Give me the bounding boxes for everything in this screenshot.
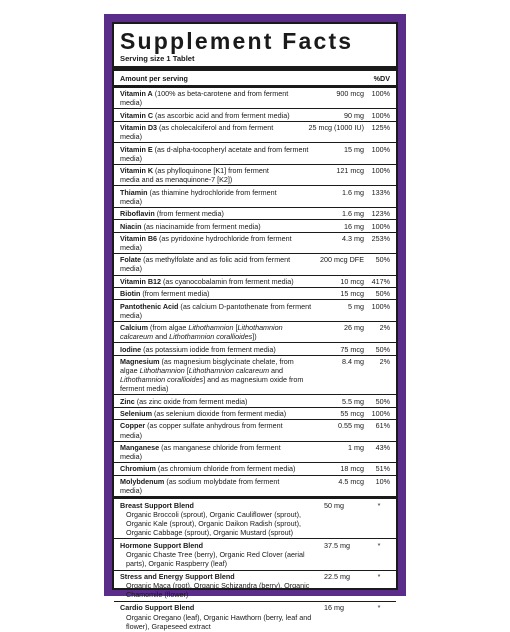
nutrient-row bbox=[114, 233, 396, 254]
nutrient-amount: 0.55 mg bbox=[338, 421, 364, 431]
nutrient-detail: (as copper sulfate anhydrous from ferment media) bbox=[120, 421, 283, 440]
nutrient-detail: (from algae bbox=[147, 323, 189, 333]
nutrient-detail: (from ferment media) bbox=[140, 289, 210, 299]
nutrient-amount: 26 mg bbox=[344, 323, 364, 333]
nutrient-dv: 43% bbox=[375, 442, 390, 452]
nutrient-row bbox=[114, 476, 396, 496]
nutrient-row bbox=[114, 463, 396, 475]
nutrient-detail: and bbox=[153, 332, 170, 342]
nutrient-detail: (as manganese chloride from ferment media) bbox=[120, 442, 281, 462]
nutrient-dv: 50% bbox=[375, 396, 390, 406]
blend-dv: * bbox=[377, 540, 381, 550]
blend-ingredients: Organic Oregano (leaf), Organic Hawthorn (berry, leaf and flower), Grapeseed extract bbox=[126, 612, 312, 631]
nutrient-detail: (as ascorbic acid and from ferment media) bbox=[153, 110, 290, 120]
nutrient-row bbox=[114, 288, 396, 300]
nutrient-row bbox=[114, 343, 396, 355]
nutrient-dv: 100% bbox=[371, 144, 390, 154]
nutrient-row bbox=[114, 322, 396, 343]
blend-row bbox=[114, 539, 396, 570]
nutrient-row bbox=[114, 208, 396, 220]
nutrient-detail-italic: Lithothamnion calcareum bbox=[188, 366, 270, 376]
nutrient-detail: (as niacinamide from ferment media) bbox=[141, 221, 261, 231]
nutrient-amount: 90 mg bbox=[344, 110, 364, 120]
nutrient-dv: 100% bbox=[371, 166, 390, 176]
nutrient-detail: (as d-alpha-tocopheryl acetate and from ferment media) bbox=[120, 144, 309, 163]
nutrient-name: Pantothenic Acid bbox=[120, 301, 179, 311]
nutrient-name: Vitamin D3 bbox=[120, 123, 158, 133]
nutrient-detail: (as phylloquinone [K1] from ferment media and as menaquinone-7 [K2]) bbox=[120, 166, 269, 185]
nutrient-dv: 100% bbox=[371, 89, 390, 99]
nutrient-detail: ] and as magnesium oxide from ferment media) bbox=[120, 375, 304, 394]
blend-row bbox=[114, 499, 396, 539]
nutrient-name: Vitamin B12 bbox=[120, 276, 162, 286]
blend-ingredients: Organic Broccoli (sprout), Organic Cauliflower (sprout), Organic Kale (sprout), Organic Daikon Radish (sprout), Organic Cabbage (sprout), Organic Mustard (sprout) bbox=[126, 509, 301, 537]
nutrient-dv: 123% bbox=[371, 209, 390, 219]
nutrient-amount: 25 mcg (1000 IU) bbox=[308, 123, 364, 133]
nutrient-name: Iodine bbox=[120, 344, 142, 354]
nutrient-detail: (as selenium dioxide from ferment media) bbox=[151, 409, 287, 419]
nutrient-dv: 100% bbox=[371, 301, 390, 311]
nutrient-detail: [ bbox=[233, 323, 238, 333]
nutrient-row bbox=[114, 254, 396, 275]
nutrient-name: Zinc bbox=[120, 396, 135, 406]
panel-title: Supplement Facts bbox=[120, 28, 354, 54]
nutrient-detail: and bbox=[269, 366, 284, 376]
nutrient-dv: 51% bbox=[375, 464, 390, 474]
nutrient-dv: 253% bbox=[371, 233, 390, 243]
nutrient-dv: 100% bbox=[371, 221, 390, 231]
nutrient-amount: 200 mcg DFE bbox=[320, 255, 364, 265]
nutrient-name: Vitamin A bbox=[120, 89, 153, 99]
nutrient-amount: 4.5 mcg bbox=[338, 476, 364, 486]
nutrient-detail: (as pyridoxine hydrochloride from ferment media) bbox=[120, 233, 292, 252]
blend-name: Stress and Energy Support Blend bbox=[120, 572, 235, 582]
nutrient-name: Copper bbox=[120, 421, 146, 431]
blend-ingredients: Organic Maca (root), Organic Schizandra (berry), Organic Chamomile (flower) bbox=[126, 581, 310, 600]
nutrient-amount: 1.6 mg bbox=[342, 209, 364, 219]
nutrient-row bbox=[114, 420, 396, 441]
nutrient-amount: 55 mcg bbox=[340, 409, 364, 419]
nutrient-row bbox=[114, 408, 396, 420]
nutrient-dv: 50% bbox=[375, 289, 390, 299]
nutrient-name: Thiamin bbox=[120, 187, 148, 197]
nutrient-row bbox=[114, 395, 396, 407]
nutrient-detail: [ bbox=[184, 366, 189, 376]
nutrient-name: Niacin bbox=[120, 221, 142, 231]
nutrient-amount: 16 mg bbox=[344, 221, 364, 231]
nutrient-detail-italic: Lithothamnion corallioides bbox=[120, 375, 204, 385]
nutrient-detail: (100% as beta-carotene and from ferment media) bbox=[120, 89, 289, 108]
nutrient-detail: (as sodium molybdate from ferment media) bbox=[120, 476, 280, 495]
nutrient-detail: (as cyanocobalamin from ferment media) bbox=[161, 276, 294, 286]
nutrient-name: Molybdenum bbox=[120, 476, 165, 486]
nutrient-row bbox=[114, 143, 396, 164]
nutrient-name: Vitamin B6 bbox=[120, 233, 158, 243]
nutrient-amount: 4.3 mg bbox=[342, 233, 364, 243]
nutrient-list bbox=[114, 88, 396, 496]
nutrient-row bbox=[114, 88, 396, 109]
nutrient-name: Vitamin C bbox=[120, 110, 154, 120]
nutrient-name: Selenium bbox=[120, 409, 152, 419]
nutrient-detail: (as chromium chloride from ferment media) bbox=[155, 464, 296, 474]
nutrient-amount: 10 mcg bbox=[340, 276, 364, 286]
nutrient-detail: (as calcium D-pantothenate from ferment media) bbox=[120, 301, 312, 320]
nutrient-amount: 5.5 mg bbox=[342, 396, 364, 406]
blend-amount: 16 mg bbox=[324, 603, 344, 613]
blend-dv: * bbox=[377, 500, 381, 510]
nutrient-dv: 50% bbox=[375, 344, 390, 354]
nutrient-name: Folate bbox=[120, 255, 142, 265]
nutrient-name: Manganese bbox=[120, 442, 160, 452]
nutrient-row bbox=[114, 186, 396, 207]
nutrient-dv: 133% bbox=[371, 187, 390, 197]
nutrient-row bbox=[114, 442, 396, 463]
nutrient-dv: 61% bbox=[375, 421, 390, 431]
nutrient-name: Vitamin E bbox=[120, 144, 153, 154]
nutrient-detail: (as magnesium bisglycinate chelate, from algae bbox=[120, 357, 294, 376]
blend-name: Breast Support Blend bbox=[120, 500, 194, 510]
supplement-facts-panel bbox=[112, 22, 398, 631]
nutrient-detail: (from ferment media) bbox=[154, 209, 224, 219]
nutrient-row bbox=[114, 276, 396, 288]
nutrient-amount: 15 mg bbox=[344, 144, 364, 154]
nutrient-detail: (as thiamine hydrochloride from ferment media) bbox=[120, 187, 277, 206]
nutrient-detail-italic: Lithothamnion bbox=[139, 366, 185, 376]
nutrient-amount: 18 mcg bbox=[340, 464, 364, 474]
blend-list bbox=[114, 499, 396, 632]
nutrient-amount: 5 mg bbox=[348, 301, 364, 311]
nutrient-dv: 100% bbox=[371, 409, 390, 419]
nutrient-detail: (as methylfolate and as folic acid from ferment media) bbox=[120, 255, 291, 274]
nutrient-dv: 50% bbox=[375, 255, 390, 265]
nutrient-detail-italic: Lithothamnion corallioides bbox=[169, 332, 253, 342]
nutrient-row bbox=[114, 356, 396, 396]
nutrient-name: Riboflavin bbox=[120, 209, 155, 219]
nutrient-amount: 75 mcg bbox=[340, 344, 364, 354]
nutrient-amount: 1.6 mg bbox=[342, 187, 364, 197]
serving-size: Serving size 1 Tablet bbox=[114, 54, 396, 71]
column-header bbox=[114, 71, 396, 88]
nutrient-detail-italic: Lithothamnion calcareum bbox=[120, 323, 283, 342]
nutrient-name: Biotin bbox=[120, 289, 141, 299]
blend-row bbox=[114, 571, 396, 602]
nutrient-row bbox=[114, 122, 396, 143]
nutrient-detail: ]) bbox=[252, 332, 257, 342]
nutrient-detail-italic: Lithothamnion bbox=[188, 323, 234, 333]
blend-dv: * bbox=[377, 572, 381, 582]
blend-name: Hormone Support Blend bbox=[120, 540, 204, 550]
nutrient-amount: 15 mcg bbox=[340, 289, 364, 299]
nutrient-dv: 10% bbox=[375, 476, 390, 486]
dv-header: %DV bbox=[373, 74, 390, 83]
nutrient-amount: 1 mg bbox=[348, 442, 364, 452]
nutrient-dv: 417% bbox=[371, 276, 390, 286]
blend-name: Cardio Support Blend bbox=[120, 603, 195, 613]
nutrient-amount: 900 mcg bbox=[336, 89, 364, 99]
blend-amount: 22.5 mg bbox=[324, 572, 350, 582]
nutrient-dv: 125% bbox=[371, 123, 390, 133]
nutrient-detail: (as cholecalciferol and from ferment media) bbox=[120, 123, 274, 142]
nutrient-name: Vitamin K bbox=[120, 166, 154, 176]
blend-amount: 37.5 mg bbox=[324, 540, 350, 550]
nutrient-dv: 2% bbox=[379, 357, 390, 366]
nutrient-name: Magnesium bbox=[120, 357, 160, 366]
nutrient-name: Chromium bbox=[120, 464, 156, 474]
nutrient-detail: (as zinc oxide from ferment media) bbox=[134, 396, 248, 406]
nutrient-row bbox=[114, 109, 396, 121]
nutrient-name: Calcium bbox=[120, 323, 148, 333]
nutrient-dv: 100% bbox=[371, 110, 390, 120]
nutrient-row bbox=[114, 300, 396, 321]
nutrient-detail: (as potassium iodide from ferment media) bbox=[141, 344, 276, 354]
blend-ingredients: Organic Chaste Tree (berry), Organic Red Clover (aerial parts), Organic Raspberry (leaf) bbox=[126, 549, 305, 569]
nutrient-amount: 8.4 mg bbox=[342, 357, 364, 366]
blend-row bbox=[114, 602, 396, 632]
nutrient-row bbox=[114, 220, 396, 232]
nutrient-row bbox=[114, 165, 396, 186]
nutrient-dv: 2% bbox=[379, 323, 390, 333]
nutrient-amount: 121 mcg bbox=[336, 166, 364, 176]
amount-header: Amount per serving bbox=[120, 74, 188, 83]
blend-amount: 50 mg bbox=[324, 500, 344, 510]
blend-dv: * bbox=[377, 603, 381, 613]
